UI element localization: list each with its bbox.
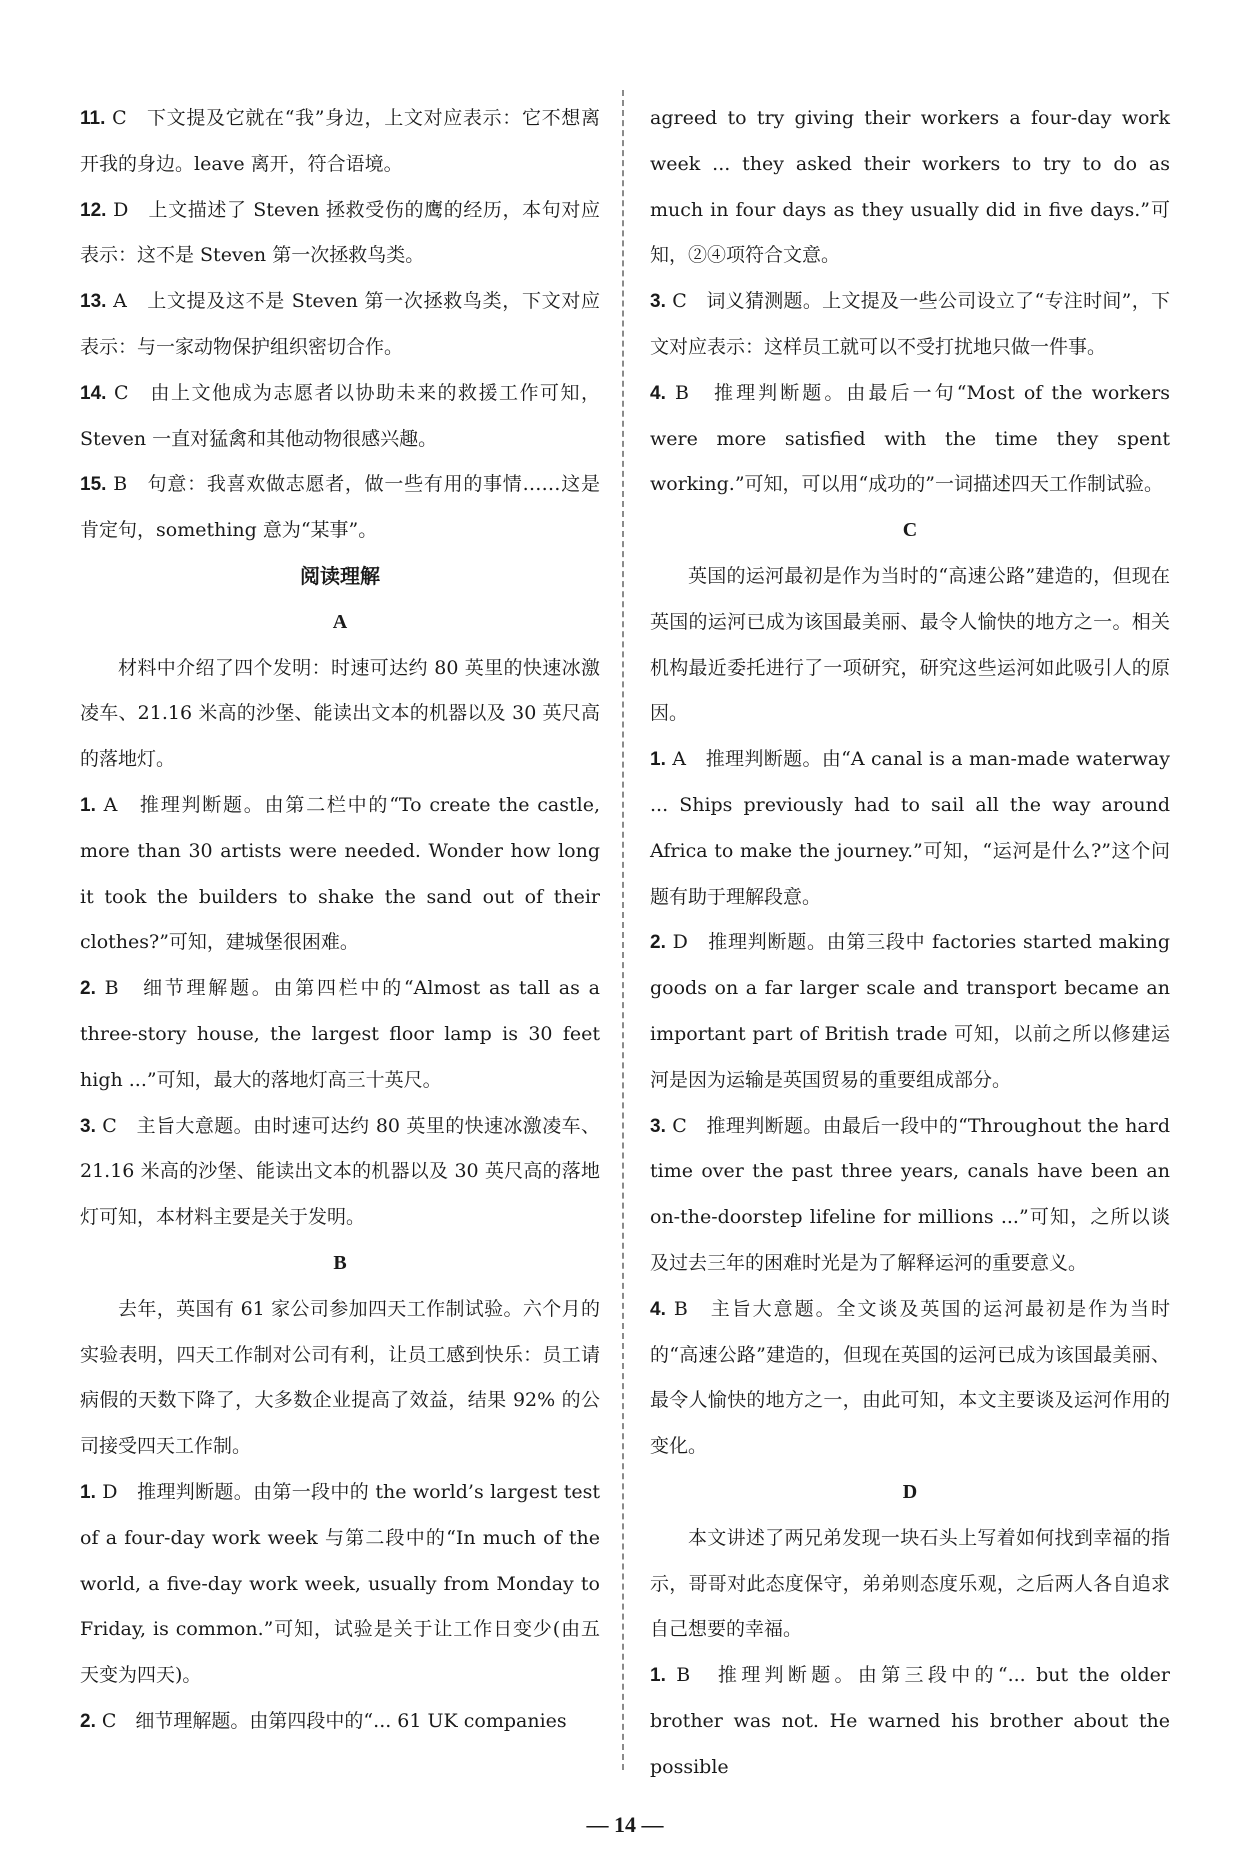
answer-item: 1. D 推理判断题。由第一段中的 the world’s largest test of a four-day work week 与第二段中的“In much of the world, a five-day work week, usually from Monday to Friday, is common.”可知，试验是关于让工作日变少(由五天变为四天)。	[80, 1480, 600, 1687]
part-a	[80, 600, 600, 1241]
passage-summary: 去年，英国有 61 家公司参加四天工作制试验。六个月的实验表明，四天工作制对公司有利，让员工感到快乐：员工请病假的天数下降了，大多数企业提高了效益，结果 92% 的公司接受四天工作制。	[80, 1297, 600, 1458]
column-divider	[622, 90, 624, 1770]
part-label: C	[902, 519, 918, 542]
answer-item: 13. A 上文提及这不是 Steven 第一次拯救鸟类，下文对应表示：与一家动物保护组织密切合作。	[80, 290, 600, 358]
answer-item: 1. A 推理判断题。由“A canal is a man-made waterway ... Ships previously had to sail all the way around Africa to make the journey.”可知，“运河是什么?”这个问题有助于理解段意。	[650, 748, 1170, 908]
part-b	[80, 1241, 600, 1745]
answer-item: 1. A 推理判断题。由第二栏中的“To create the castle, more than 30 artists were needed. Wonder how long it took the builders to shake the sand out of their clothes?”可知，建城堡很困难。	[80, 793, 600, 954]
answer-item: 1. B 推理判断题。由第三段中的“... but the older brother was not. He warned his brother about the possible	[650, 1664, 1170, 1778]
answer-item: 11. C 下文提及它就在“我”身边，上文对应表示：它不想离开我的身边。leave 离开，符合语境。	[80, 107, 600, 175]
answer-item: 2. B 细节理解题。由第四栏中的“Almost as tall as a three-story house, the largest floor lamp is 30 feet high ...”可知，最大的落地灯高三十英尺。	[80, 977, 600, 1091]
left-column	[80, 96, 600, 1745]
answer-item: 3. C 主旨大意题。由时速可达约 80 英里的快速冰激凌车、21.16 米高的沙堡、能读出文本的机器以及 30 英尺高的落地灯可知，本材料主要是关于发明。	[80, 1114, 600, 1229]
answer-item: 4. B 主旨大意题。全文谈及英国的运河最初是作为当时的“高速公路”建造的，但现在英国的运河已成为该国最美丽、最令人愉快的地方之一，由此可知，本文主要谈及运河作用的变化。	[650, 1297, 1170, 1458]
answer-item: 4. B 推理判断题。由最后一句“Most of the workers were more satisfied with the time they spent working.”可知，可以用“成功的”一词描述四天工作制试验。	[650, 381, 1170, 496]
part-b-continued	[650, 96, 1170, 508]
part-label: D	[902, 1480, 918, 1503]
answer-item: 3. C 推理判断题。由最后一段中的“Throughout the hard time over the past three years, canals have been an on-the-doorstep lifeline for millions ...”可知，之所以谈及过去三年的困难时光是为了解释运河的重要意义。	[650, 1114, 1170, 1274]
part-label: A	[332, 610, 348, 633]
answer-item: 2. D 推理判断题。由第三段中 factories started making goods on a far larger scale and transport became an important part of British trade 可知，以前之所以修建运河是因为运输是英国贸易的重要组成部分。	[650, 931, 1170, 1091]
answer-item: 14. C 由上文他成为志愿者以协助未来的救援工作可知，Steven 一直对猛禽和其他动物很感兴趣。	[80, 381, 600, 450]
passage-summary: 英国的运河最初是作为当时的“高速公路”建造的，但现在英国的运河已成为该国最美丽、最令人愉快的地方之一。相关机构最近委托进行了一项研究，研究这些运河如此吸引人的原因。	[650, 564, 1170, 725]
page-number: — 14 —	[586, 1812, 664, 1837]
part-c	[650, 508, 1170, 1470]
section-title: 阅读理解	[300, 563, 380, 588]
answer-item-continued: agreed to try giving their workers a four-day work week ... they asked their workers to try to do as much in four days as they usually did in five days.”可知，②④项符合文意。	[650, 107, 1170, 267]
passage-summary: 材料中介绍了四个发明：时速可达约 80 英里的快速冰激凌车、21.16 米高的沙堡、能读出文本的机器以及 30 英尺高的落地灯。	[80, 656, 600, 771]
part-label: B	[333, 1251, 347, 1274]
answer-item: 2. C 细节理解题。由第四段中的“... 61 UK companies	[80, 1709, 567, 1732]
answer-item: 3. C 词义猜测题。上文提及一些公司设立了“专注时间”，下文对应表示：这样员工就可以不受打扰地只做一件事。	[650, 290, 1170, 358]
cloze-answers	[80, 96, 600, 554]
answer-item: 12. D 上文描述了 Steven 拯救受伤的鹰的经历，本句对应表示：这不是 Steven 第一次拯救鸟类。	[80, 198, 600, 267]
passage-summary: 本文讲述了两兄弟发现一块石头上写着如何找到幸福的指示，哥哥对此态度保守，弟弟则态度乐观，之后两人各自追求自己想要的幸福。	[650, 1526, 1170, 1641]
part-d	[650, 1470, 1170, 1791]
answer-item: 15. B 句意：我喜欢做志愿者，做一些有用的事情……这是肯定句，something 意为“某事”。	[80, 473, 600, 542]
right-column	[650, 96, 1170, 1790]
